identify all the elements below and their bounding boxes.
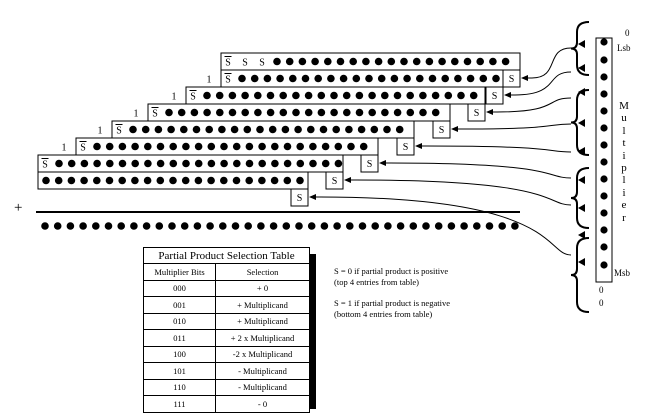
product-bit (333, 222, 341, 230)
partial-product-bit (451, 58, 459, 66)
sign-bit-label: S (331, 176, 338, 187)
partial-product-bit (276, 75, 284, 83)
table-row (144, 363, 310, 380)
product-bit (511, 222, 519, 230)
partial-product-bit (169, 143, 177, 151)
partial-product-bit (267, 109, 275, 117)
partial-product-bit (368, 109, 376, 117)
partial-product-bit (245, 177, 253, 185)
partial-product-bit (356, 109, 364, 117)
note-s0-detail: (top 4 entries from table) (334, 277, 419, 287)
sign-bit-label: S (473, 108, 480, 119)
table-row (144, 313, 310, 330)
lsb-label: Lsb (617, 43, 631, 53)
partial-product-bit (118, 177, 126, 185)
partial-product-bit (241, 109, 249, 117)
selection-cell: - 0 (216, 396, 310, 413)
product-bit (117, 222, 125, 230)
partial-product-bit (489, 58, 497, 66)
partial-product-bit (362, 58, 370, 66)
partial-product-bit (419, 109, 427, 117)
multiplier-bit (600, 192, 607, 199)
partial-product-bit (208, 160, 216, 168)
product-bit (54, 222, 62, 230)
top-zero-label: 0 (625, 28, 630, 38)
sign-bit-label: S (296, 193, 303, 204)
partial-product-bit (106, 160, 114, 168)
partial-product-bit (271, 177, 279, 185)
partial-product-bit (297, 160, 305, 168)
table-row (144, 346, 310, 363)
partial-product-bit (238, 75, 246, 83)
partial-product-bit (311, 58, 319, 66)
multiplier-bit (600, 209, 607, 216)
product-bit (130, 222, 138, 230)
product-bit (384, 222, 392, 230)
brace-arrow (578, 258, 585, 266)
partial-product-bit (429, 75, 437, 83)
partial-product-bit (394, 92, 402, 100)
sign-bar-label: S (116, 125, 122, 137)
note-s1-detail: (bottom 4 entries from table) (334, 309, 433, 319)
partial-product-bit (286, 58, 294, 66)
product-bit (143, 222, 151, 230)
partial-product-bit (470, 92, 478, 100)
partial-product-bit (129, 126, 137, 134)
selection-cell: - Multiplicand (216, 379, 310, 396)
partial-product-bit (314, 75, 322, 83)
partial-product-bit (157, 143, 165, 151)
sign-bar-label: S (190, 91, 196, 103)
partial-product-bit (218, 126, 226, 134)
product-bit (79, 222, 87, 230)
selection-cell: + Multiplicand (216, 313, 310, 330)
partial-product-bit (157, 160, 165, 168)
sign-bar-label: S (80, 142, 86, 154)
partial-product-bit (280, 109, 288, 117)
partial-product-bit (345, 126, 353, 134)
multiplier-bit (600, 243, 607, 250)
partial-product-bit (309, 160, 317, 168)
partial-product-bit (400, 58, 408, 66)
partial-product-bit (454, 75, 462, 83)
multiplier-vertical-label: M u l t i p l i e r (619, 100, 629, 224)
partial-product-bit (309, 143, 317, 151)
partial-product-bit (167, 126, 175, 134)
partial-product-bit (264, 75, 272, 83)
partial-product-bit (375, 58, 383, 66)
product-bit (371, 222, 379, 230)
partial-product-bit (335, 143, 343, 151)
partial-product-bit (258, 177, 266, 185)
partial-product-bit (358, 126, 366, 134)
partial-product-bit (169, 177, 177, 185)
bit-group-brace (571, 238, 589, 312)
partial-product-bit (299, 58, 307, 66)
partial-product-bit (388, 58, 396, 66)
partial-product-bit (241, 92, 249, 100)
partial-product-bit (220, 160, 228, 168)
partial-product-bit (492, 75, 500, 83)
product-bit (283, 222, 291, 230)
partial-product-bit (432, 109, 440, 117)
product-bit (460, 222, 468, 230)
partial-product-bit (258, 143, 266, 151)
partial-product-bit (68, 177, 76, 185)
product-bit (105, 222, 113, 230)
partial-product-bit (246, 143, 254, 151)
partial-product-bit (332, 126, 340, 134)
partial-product-bit (305, 92, 313, 100)
partial-product-bit (269, 126, 277, 134)
partial-product-bit (394, 109, 402, 117)
partial-product-bit (180, 126, 188, 134)
partial-product-bit (340, 75, 348, 83)
partial-product-bit (371, 126, 379, 134)
partial-product-bit (246, 160, 254, 168)
partial-product-bit (229, 92, 237, 100)
partial-product-bit (324, 58, 332, 66)
partial-product-bit (131, 143, 139, 151)
partial-product-bit (267, 92, 275, 100)
bits-cell: 111 (144, 396, 216, 413)
product-bit (473, 222, 481, 230)
selection-arrow (416, 146, 571, 152)
product-bit (232, 222, 240, 230)
partial-product-bit (279, 92, 287, 100)
partial-product-bit (294, 126, 302, 134)
partial-product-bit (231, 126, 239, 134)
product-bit (308, 222, 316, 230)
partial-product-bit (320, 126, 328, 134)
sign-bit-label: S (402, 142, 409, 153)
sign-bar-label: S (225, 57, 231, 69)
partial-product-bit (378, 75, 386, 83)
partial-product-bit (55, 160, 63, 168)
partial-product-bit (284, 143, 292, 151)
one-label: 1 (206, 74, 212, 86)
partial-product-bit (144, 143, 152, 151)
partial-product-bit (307, 126, 315, 134)
sign-bar-label: S (225, 74, 231, 86)
partial-product-bit (327, 75, 335, 83)
product-bit (321, 222, 329, 230)
partial-product-bit (144, 177, 152, 185)
partial-product-bit (131, 160, 139, 168)
partial-product-bit (254, 109, 262, 117)
selection-cell: + 0 (216, 280, 310, 297)
bit-group-brace (571, 168, 589, 228)
bits-cell: 010 (144, 313, 216, 330)
one-label: 1 (133, 108, 139, 120)
bits-cell: 101 (144, 363, 216, 380)
partial-product-bit (68, 160, 76, 168)
partial-product-bit (289, 75, 297, 83)
partial-product-bit (413, 58, 421, 66)
bits-cell: 011 (144, 330, 216, 347)
partial-product-bit (182, 177, 190, 185)
partial-product-bit (220, 143, 228, 151)
partial-product-bit (106, 143, 114, 151)
partial-product-bit (282, 126, 290, 134)
partial-product-bit (296, 177, 304, 185)
product-bit (219, 222, 227, 230)
product-bit (498, 222, 506, 230)
one-label: 1 (61, 142, 67, 154)
partial-product-bit (244, 126, 252, 134)
multiplier-bit (600, 226, 607, 233)
table-row (144, 297, 310, 314)
product-bit (181, 222, 189, 230)
sign-bit-label: S (491, 91, 498, 102)
partial-product-bit (416, 75, 424, 83)
product-bit (410, 222, 418, 230)
partial-product-bit (476, 58, 484, 66)
partial-product-bit (208, 143, 216, 151)
partial-product-bit (360, 143, 368, 151)
partial-product-bit (467, 75, 475, 83)
selection-cell: + Multiplicand (216, 297, 310, 314)
partial-product-bit (426, 58, 434, 66)
partial-product-bit (396, 126, 404, 134)
partial-product-bit (271, 160, 279, 168)
bits-cell: 001 (144, 297, 216, 314)
sign-bit-label: S (508, 74, 515, 85)
partial-product-bit (305, 109, 313, 117)
partial-product-bit (464, 58, 472, 66)
partial-product-bit (144, 160, 152, 168)
partial-product-bit (432, 92, 440, 100)
product-bit (206, 222, 214, 230)
partial-product-bit (365, 75, 373, 83)
partial-product-bit (406, 92, 414, 100)
sign-bit-label: S (438, 125, 445, 136)
partial-product-bit (441, 75, 449, 83)
product-bit (67, 222, 75, 230)
partial-product-bit (203, 92, 211, 100)
selection-cell: + 2 x Multiplicand (216, 330, 310, 347)
selection-arrow (345, 180, 571, 205)
partial-product-bit (220, 177, 228, 185)
partial-product-bit (216, 92, 224, 100)
product-bit (346, 222, 354, 230)
sign-bar-label: S (42, 159, 48, 171)
product-bit (194, 222, 202, 230)
partial-product-bit (391, 75, 399, 83)
partial-product-bit (356, 92, 364, 100)
bottom-zero-2: 0 (599, 298, 604, 308)
product-bit (244, 222, 252, 230)
partial-product-bit (322, 160, 330, 168)
partial-product-bit (368, 92, 376, 100)
table-row (144, 330, 310, 347)
product-bit (359, 222, 367, 230)
multiplier-bit (600, 56, 607, 63)
partial-product-bit (233, 160, 241, 168)
partial-product-bit (403, 75, 411, 83)
partial-product-bit (347, 143, 355, 151)
partial-product-bit (335, 160, 343, 168)
partial-product-bit (170, 160, 178, 168)
partial-product-bit (42, 177, 50, 185)
brace-arrow (578, 40, 585, 48)
sign-bar-label: S (152, 108, 158, 120)
partial-product-bit (93, 160, 101, 168)
brace-arrow (578, 119, 585, 127)
partial-product-bit (157, 177, 165, 185)
multiplier-bit (600, 141, 607, 148)
partial-product-bit (93, 177, 101, 185)
partial-product-bit (343, 92, 351, 100)
product-bit (257, 222, 265, 230)
partial-product-bit (292, 92, 300, 100)
partial-product-bit (233, 143, 241, 151)
table-row (144, 396, 310, 413)
partial-product-bit (381, 92, 389, 100)
product-bit (168, 222, 176, 230)
partial-product-bit (445, 92, 453, 100)
bits-cell: 100 (144, 346, 216, 363)
product-bit (422, 222, 430, 230)
table-row (144, 379, 310, 396)
partial-product-bit (182, 160, 190, 168)
partial-product-bit (273, 58, 281, 66)
partial-product-bit (407, 109, 415, 117)
multiplier-bit (600, 107, 607, 114)
partial-product-bit (203, 109, 211, 117)
partial-product-bit (322, 143, 330, 151)
partial-product-bit (349, 58, 357, 66)
partial-product-bit (438, 58, 446, 66)
multiplier-bit (600, 90, 607, 97)
product-bit (295, 222, 303, 230)
product-bit (156, 222, 164, 230)
partial-product-bit (284, 177, 292, 185)
partial-product-bit (93, 143, 101, 151)
partial-product-bit (178, 109, 186, 117)
partial-product-bit (254, 92, 262, 100)
partial-product-bit (330, 109, 338, 117)
selection-arrow (522, 48, 571, 78)
multiplier-bit (600, 175, 607, 182)
product-bit (92, 222, 100, 230)
partial-product-bit (457, 92, 465, 100)
partial-product-bit (119, 160, 127, 168)
partial-product-bit (251, 75, 259, 83)
partial-product-bit (256, 126, 264, 134)
partial-product-bit (284, 160, 292, 168)
partial-product-bit (296, 143, 304, 151)
partial-product-bit (142, 126, 150, 134)
product-bit (397, 222, 405, 230)
table-row (144, 280, 310, 297)
product-bit (270, 222, 278, 230)
partial-product-bit (80, 177, 88, 185)
one-label: 1 (171, 91, 177, 103)
partial-product-bit (502, 58, 510, 66)
bottom-zero-1: 0 (599, 285, 604, 295)
partial-product-bit (419, 92, 427, 100)
partial-product-bit (195, 160, 203, 168)
product-bit (486, 222, 494, 230)
header-multiplier-bits: Multiplier Bits (144, 264, 216, 281)
multiplier-bit (600, 158, 607, 165)
msb-label: Msb (614, 268, 631, 278)
note-s0: S = 0 if partial product is positive (334, 266, 449, 276)
brace-arrow (578, 176, 585, 184)
partial-product-bit (330, 92, 338, 100)
partial-product-bit (258, 160, 266, 168)
product-bit (435, 222, 443, 230)
brace-arrow (578, 204, 585, 212)
partial-product-bit (195, 177, 203, 185)
partial-product-bit (191, 109, 199, 117)
partial-product-bit (155, 126, 163, 134)
bits-cell: 110 (144, 379, 216, 396)
bits-cell: 000 (144, 280, 216, 297)
partial-product-bit (302, 75, 310, 83)
partial-product-bit (233, 177, 241, 185)
selection-cell: -2 x Multiplicand (216, 346, 310, 363)
plus-sign: + (14, 200, 23, 216)
partial-product-bit (106, 177, 114, 185)
multiplier-bit (600, 124, 607, 131)
brace-arrow (578, 231, 585, 239)
selection-arrow (452, 124, 571, 129)
partial-product-bit (318, 109, 326, 117)
note-s1: S = 1 if partial product is negative (334, 298, 450, 308)
table-title: Partial Product Selection Table (144, 248, 310, 264)
selection-cell: - Multiplicand (216, 363, 310, 380)
partial-product-bit (81, 160, 89, 168)
partial-product-bit (165, 109, 173, 117)
multiplier-bit (600, 261, 607, 268)
partial-product-bit (182, 143, 190, 151)
partial-product-row (221, 53, 520, 70)
partial-product-bit (292, 109, 300, 117)
partial-product-bit (55, 177, 63, 185)
partial-product-bit (216, 109, 224, 117)
partial-product-bit (195, 143, 203, 151)
sign-extension-label: S (259, 57, 265, 69)
multiplier-bit (600, 73, 607, 80)
partial-product-bit (193, 126, 201, 134)
partial-product-selection-table (143, 247, 310, 413)
partial-product-bit (353, 75, 361, 83)
partial-product-bit (381, 109, 389, 117)
header-selection: Selection (216, 264, 310, 281)
partial-product-bit (229, 109, 237, 117)
partial-product-bit (318, 92, 326, 100)
partial-product-bit (383, 126, 391, 134)
one-label: 1 (97, 125, 103, 137)
partial-product-bit (337, 58, 345, 66)
partial-product-bit (205, 126, 213, 134)
selection-arrow (380, 163, 571, 178)
multiplier-bit (600, 38, 607, 45)
product-bit (41, 222, 49, 230)
partial-product-bit (271, 143, 279, 151)
partial-product-bit (119, 143, 127, 151)
partial-product-bit (131, 177, 139, 185)
partial-product-bit (207, 177, 215, 185)
partial-product-bit (480, 75, 488, 83)
sign-bit-label: S (366, 159, 373, 170)
product-bit (448, 222, 456, 230)
sign-extension-label: S (242, 57, 248, 69)
partial-product-bit (343, 109, 351, 117)
